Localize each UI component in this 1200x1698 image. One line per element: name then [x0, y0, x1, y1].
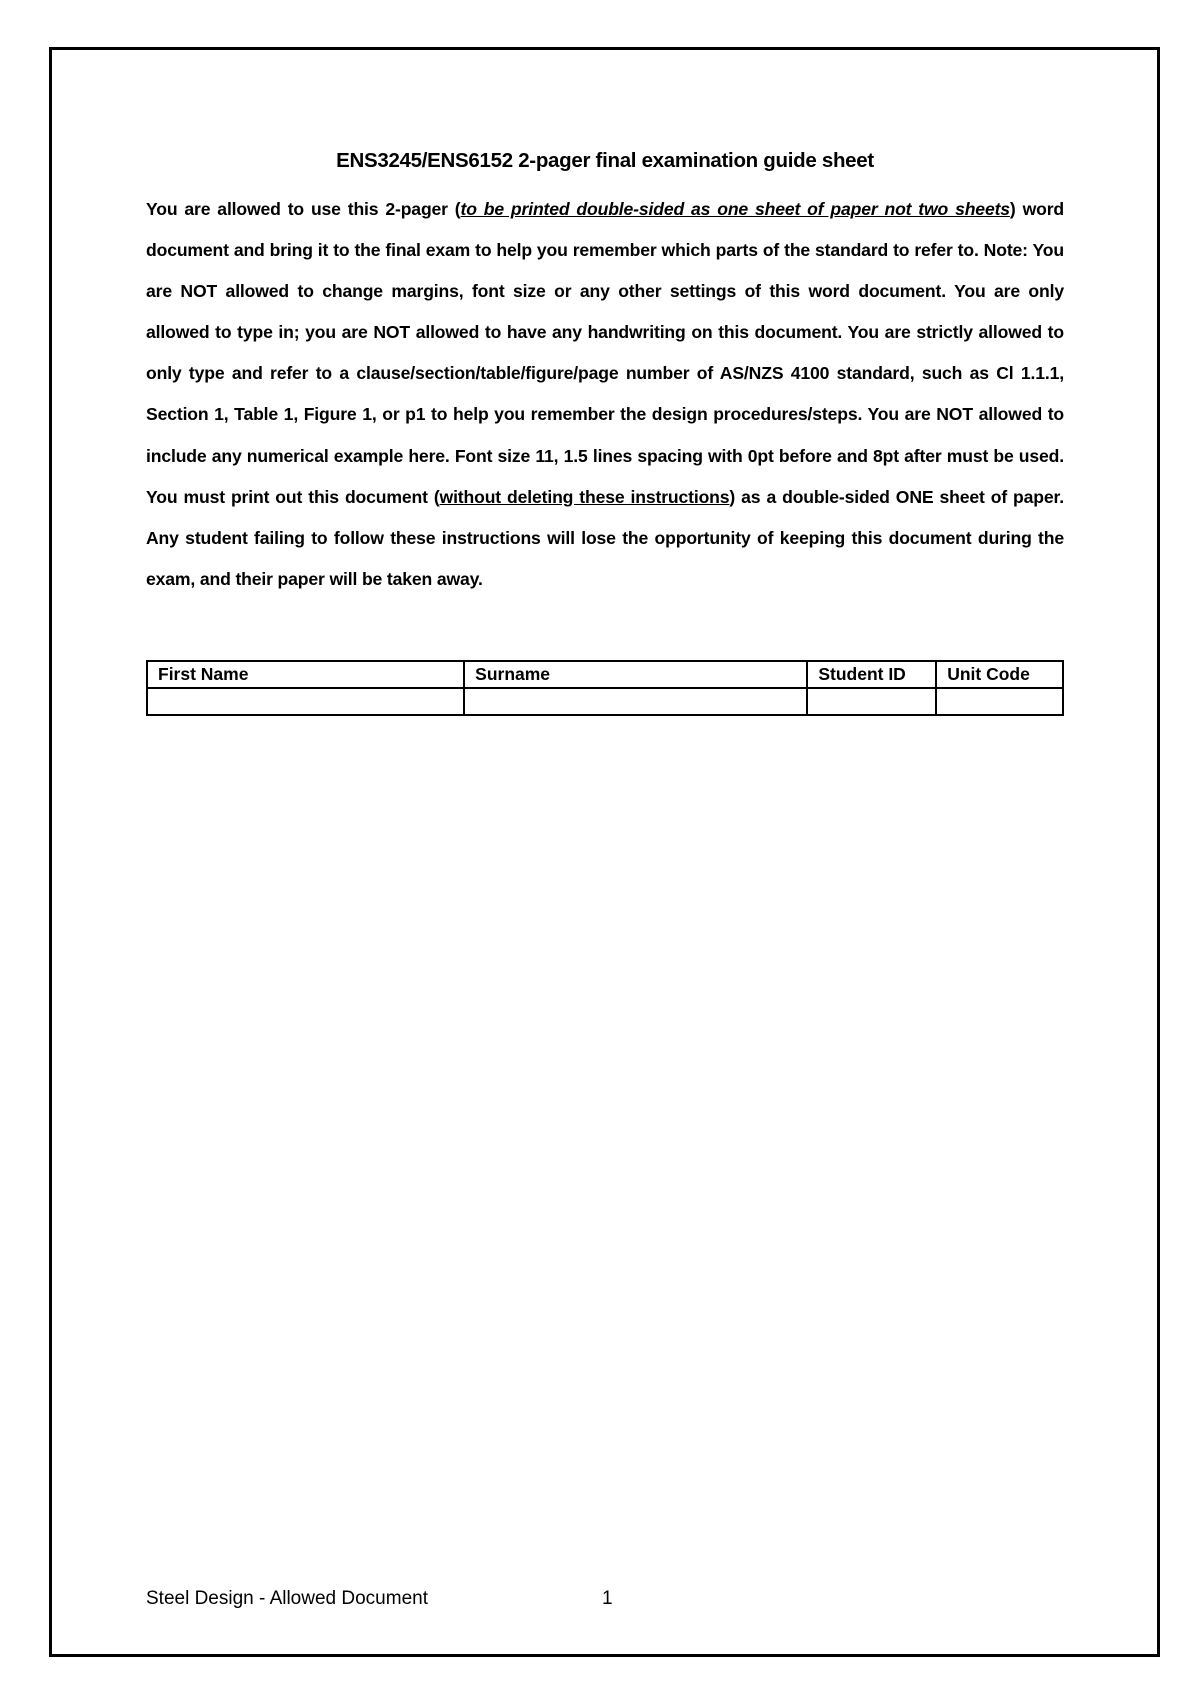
table-header-row [147, 661, 1063, 688]
header-surname: Surname [464, 661, 807, 688]
document-title: ENS3245/ENS6152 2-pager final examination guide sheet [336, 149, 874, 172]
instructions-keep-note: without deleting these instructions [439, 486, 730, 507]
page-number: 1 [602, 1588, 613, 1609]
cell-student-id[interactable] [807, 688, 936, 715]
cell-unit-code[interactable] [936, 688, 1063, 715]
instructions-part-2: ) word document and bring it to the final exam to help you remember which parts of the standard to refer to. Note: You are NOT allowed to change margins, font size or any other settings of this word document. You are only allowed to type in; you are NOT allowed to have any handwriting on this document. You are strictly allowed to only type and refer to a clause/section/table/figure/page number of AS/NZS 4100 standard, such as Cl 1.1.1, Section 1, Table 1, Figure 1, or p1 to help you remember the design procedures/steps. You are NOT allowed to include any numerical example here. Font size 11, 1.5 lines spacing with 0pt before and 8pt after must be used. You must print out this document ( [146, 199, 1064, 507]
instructions-part-1: You are allowed to use this 2-pager ( [146, 199, 461, 219]
header-first-name: First Name [147, 661, 464, 688]
header-student-id: Student ID [807, 661, 936, 688]
cell-first-name[interactable] [147, 688, 464, 715]
instructions-print-note: to be printed double-sided as one sheet of paper not two sheets [460, 199, 1010, 219]
student-info-table [146, 660, 1064, 716]
footer-text: Steel Design - Allowed Document [146, 1588, 428, 1609]
instructions-paragraph [146, 189, 1064, 600]
header-unit-code: Unit Code [936, 661, 1063, 688]
cell-surname[interactable] [464, 688, 807, 715]
table-row [147, 688, 1063, 715]
instructions-part-3: ) as a double-sided ONE sheet of paper. Any student failing to follow these instructions will lose the opportunity of keeping this document during the exam, and their paper will be taken away. [146, 486, 1064, 589]
